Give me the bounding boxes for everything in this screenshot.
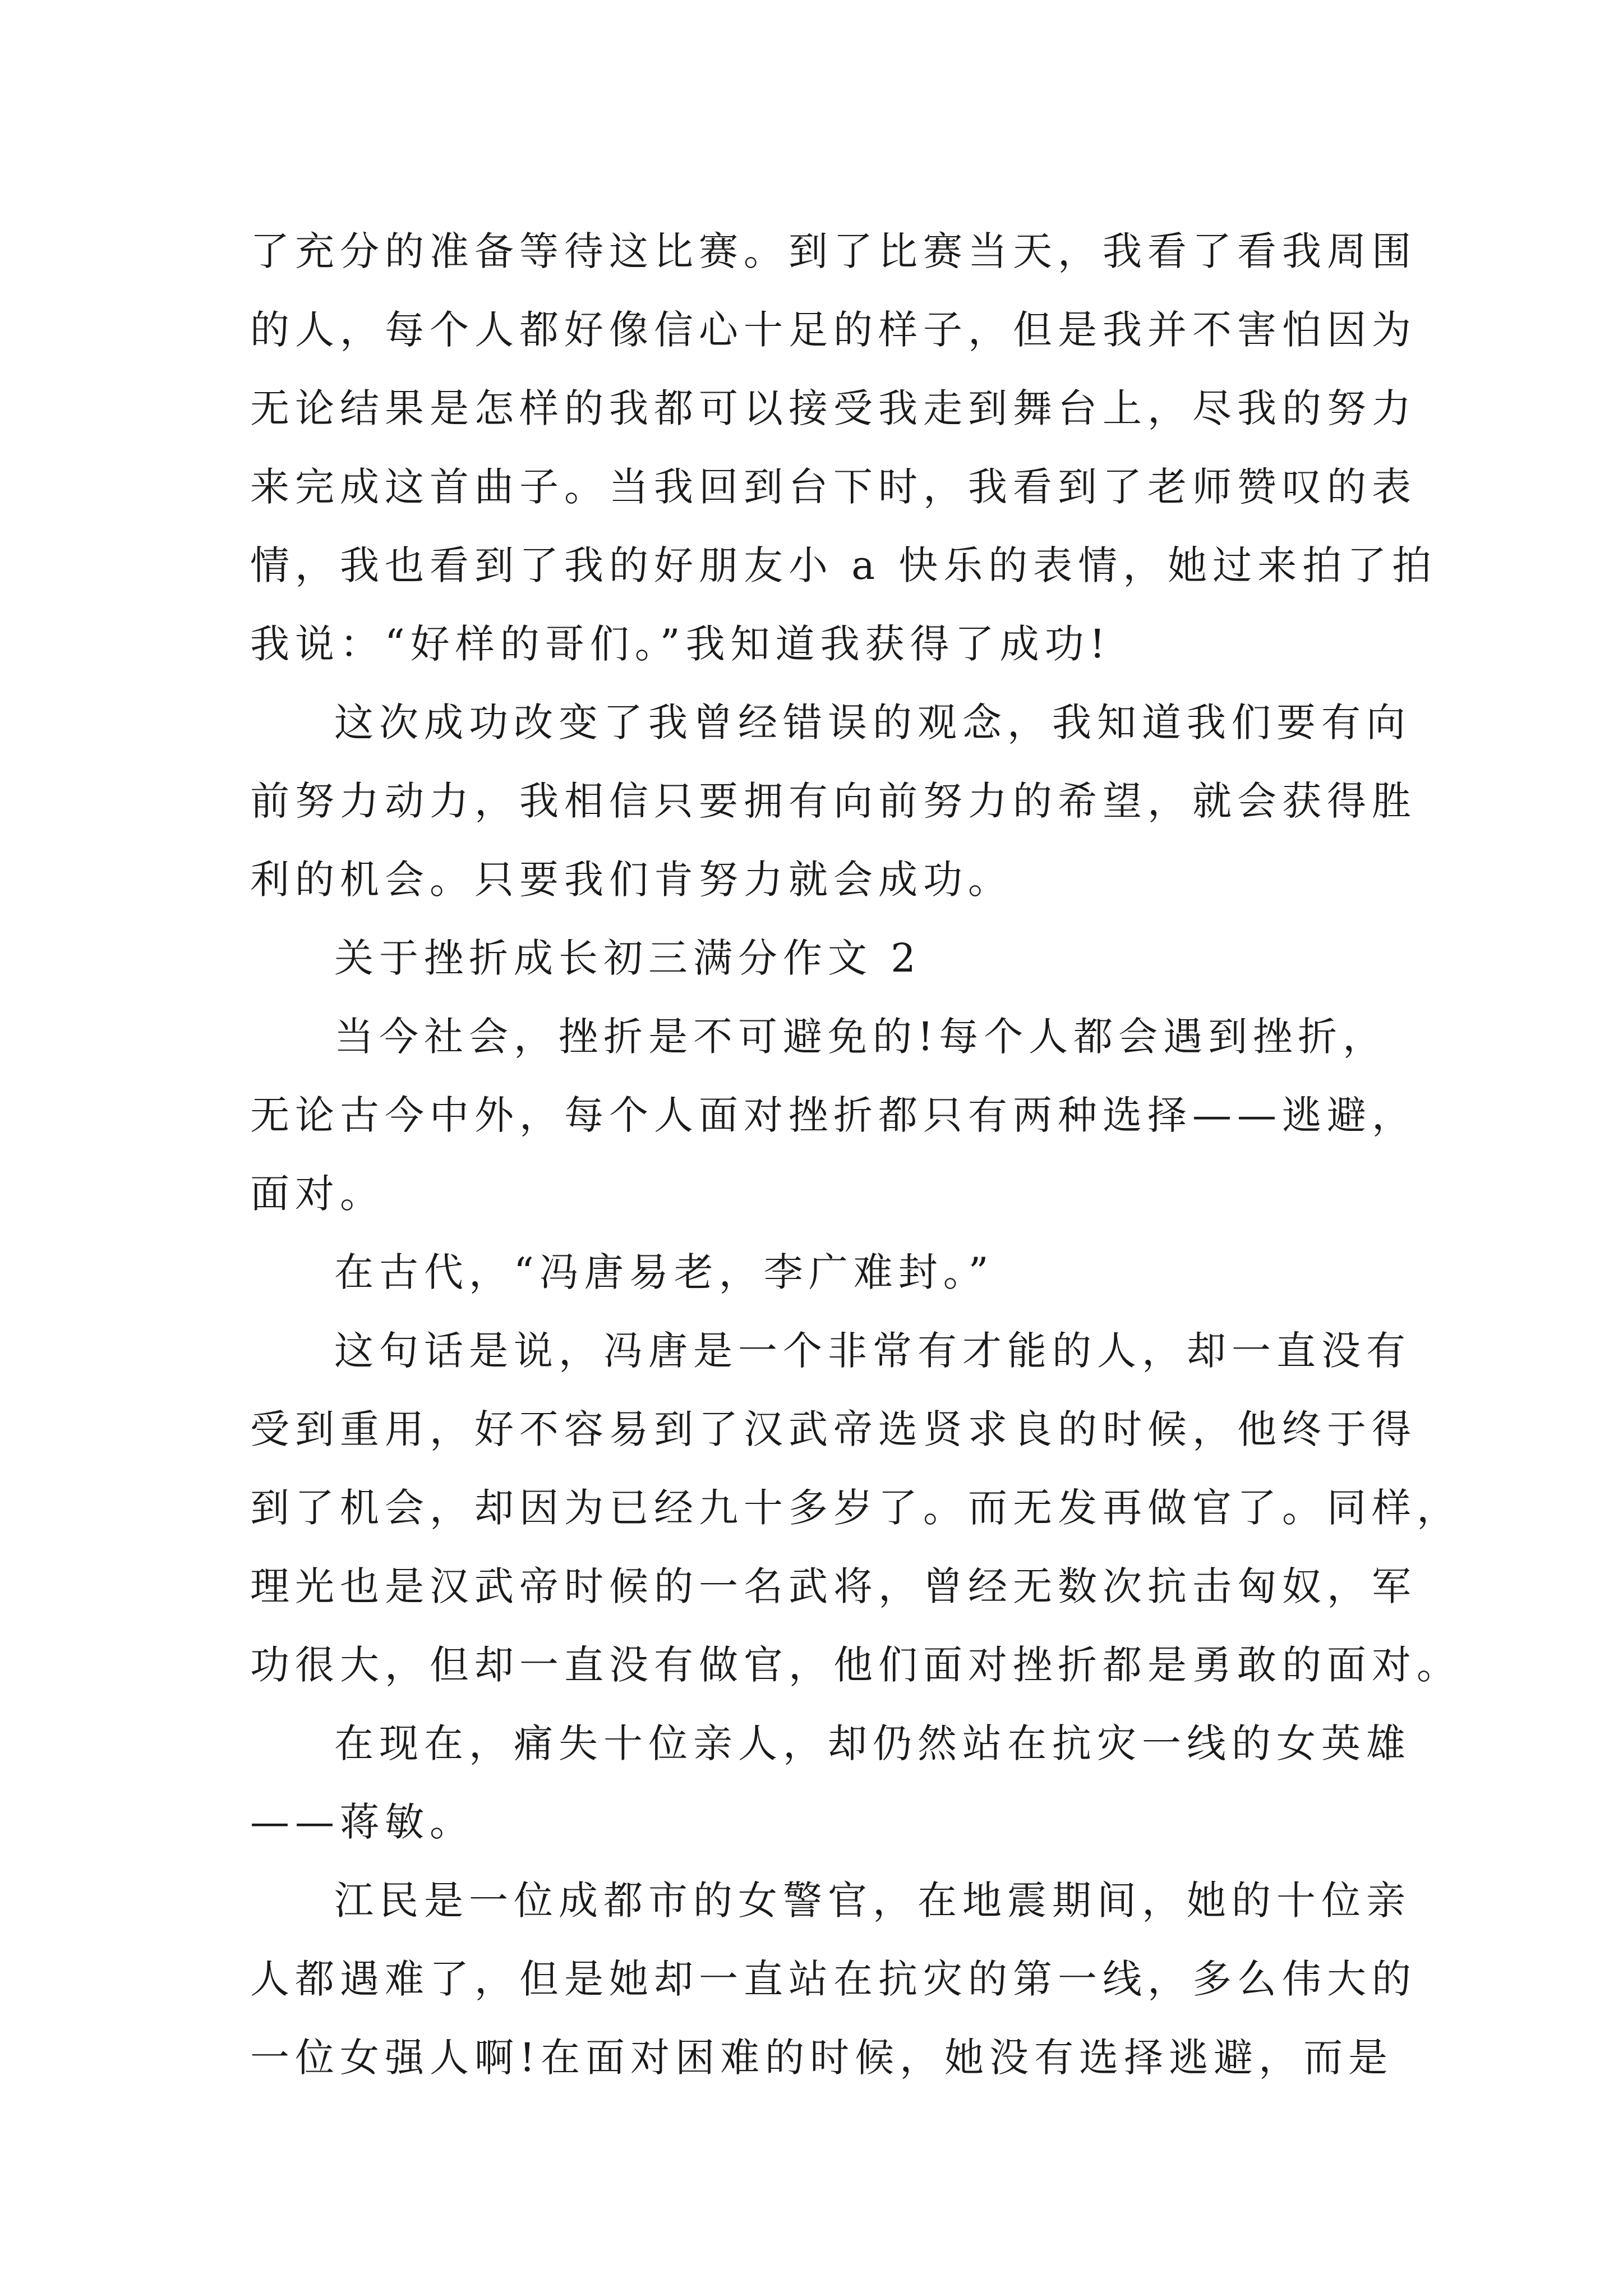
text-line: 的人，每个人都好像信心十足的样子，但是我并不害怕因为 — [250, 307, 1417, 353]
text-line: 人都遇难了，但是她却一直站在抗灾的第一线，多么伟大的 — [250, 1956, 1417, 2002]
text-line: 无论古今中外，每个人面对挫折都只有两种选择——逃避， — [250, 1092, 1417, 1138]
text-line: 当今社会，挫折是不可避免的!每个人都会遇到挫折， — [334, 1014, 1388, 1060]
text-line: 这次成功改变了我曾经错误的观念，我知道我们要有向 — [334, 700, 1411, 746]
text-line: 利的机会。只要我们肯努力就会成功。 — [250, 857, 1013, 903]
text-line: 无论结果是怎样的我都可以接受我走到舞台上，尽我的努力 — [250, 385, 1417, 431]
text-line: 受到重用，好不容易到了汉武帝选贤求良的时候，他终于得 — [250, 1406, 1417, 1452]
text-line: 一位女强人啊!在面对困难的时候，她没有选择逃避，而是 — [250, 2035, 1394, 2081]
text-line: 我说：“好样的哥们。”我知道我获得了成功! — [250, 621, 1111, 667]
text-line: 功很大，但却一直没有做官，他们面对挫折都是勇敢的面对。 — [250, 1642, 1461, 1688]
text-line: 来完成这首曲子。当我回到台下时，我看到了老师赞叹的表 — [250, 464, 1417, 510]
text-line: 关于挫折成长初三满分作文 2 — [334, 935, 921, 981]
text-line: 到了机会，却因为已经九十多岁了。而无发再做官了。同样， — [250, 1485, 1461, 1531]
document-body — [250, 212, 1461, 2097]
text-line: 在古代，“冯唐易老，李广难封。” — [334, 1249, 994, 1295]
text-line: 这句话是说，冯唐是一个非常有才能的人，却一直没有 — [334, 1328, 1411, 1374]
text-line: 理光也是汉武帝时候的一名武将，曾经无数次抗击匈奴，军 — [250, 1563, 1417, 1609]
text-line: 前努力动力，我相信只要拥有向前努力的希望，就会获得胜 — [250, 778, 1417, 824]
text-line: 江民是一位成都市的女警官，在地震期间，她的十位亲 — [334, 1878, 1411, 1924]
text-line: 情，我也看到了我的好朋友小 a 快乐的表情，她过来拍了拍 — [250, 542, 1437, 588]
text-line: 了充分的准备等待这比赛。到了比赛当天，我看了看我周围 — [250, 228, 1417, 274]
text-line: 在现在，痛失十位亲人，却仍然站在抗灾一线的女英雄 — [334, 1720, 1411, 1766]
text-line: 面对。 — [250, 1171, 385, 1217]
text-line: ——蒋敏。 — [250, 1799, 474, 1845]
